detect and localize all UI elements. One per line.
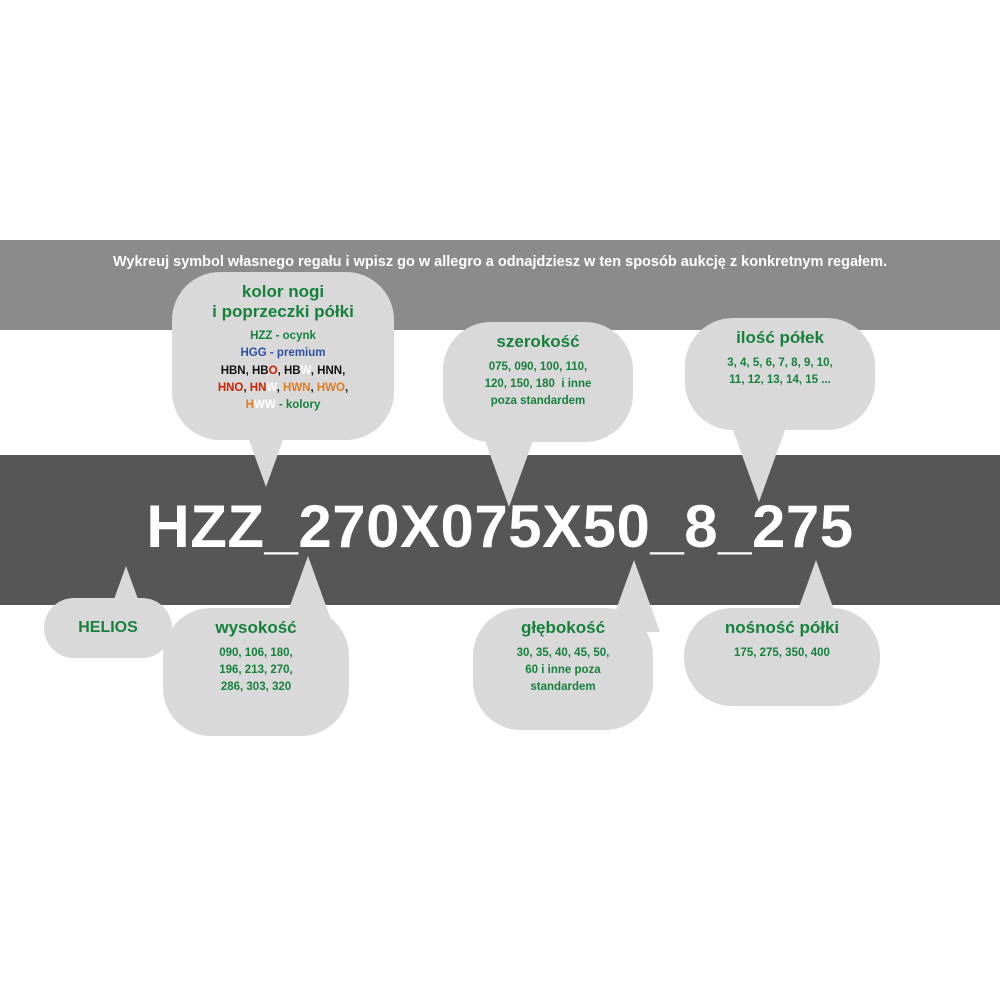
callout-nosnosc-title: nośność półki bbox=[724, 618, 840, 637]
callout-ilosc-polek-title: ilość półek bbox=[736, 328, 824, 347]
callout-glebokosc-title: głębokość bbox=[520, 618, 606, 637]
callout-szerokosc bbox=[443, 322, 633, 442]
callout-kolor-title: kolor nogi i poprzeczki półki bbox=[212, 282, 354, 321]
callout-szerokosc-title: szerokość bbox=[496, 332, 580, 351]
callout-wysokosc bbox=[163, 608, 349, 736]
callout-wysokosc-title: wysokość bbox=[215, 618, 297, 637]
callout-tail-szerokosc bbox=[483, 435, 535, 507]
callout-glebokosc-body: 30, 35, 40, 45, 50, 60 i inne poza standardem bbox=[516, 646, 610, 694]
callout-wysokosc-body: 090, 106, 180, 196, 213, 270, 286, 303, 320 bbox=[219, 646, 293, 694]
callout-szerokosc-body: 075, 090, 100, 110, 120, 150, 180 i inne poza standardem bbox=[484, 360, 592, 408]
callout-nosnosc-body: 175, 275, 350, 400 bbox=[734, 646, 830, 659]
callout-kolor-nogi bbox=[172, 272, 394, 440]
callout-tail-ilosc-polek bbox=[733, 430, 785, 502]
callout-ilosc-polek-body: 3, 4, 5, 6, 7, 8, 9, 10, 11, 12, 13, 14, 15 ... bbox=[727, 356, 833, 386]
callout-ilosc-polek bbox=[685, 318, 875, 430]
callout-glebokosc bbox=[473, 608, 653, 730]
headline-text: Wykreuj symbol własnego regału i wpisz go w allegro a odnajdziesz w ten sposób aukcję z konkretnym regałem. bbox=[112, 254, 888, 270]
callout-brand-helios bbox=[44, 598, 172, 658]
brand-label: HELIOS bbox=[78, 618, 138, 636]
callout-kolor-body: HZZ - ocynk HGG - premium HBN, HBO, HBW, HNN, HNO, HNW, HWN, HWO, HWW - kolory bbox=[217, 330, 349, 412]
product-code: HZZ_270X075X50_8_275 bbox=[146, 493, 854, 560]
callout-nosnosc bbox=[684, 608, 880, 706]
